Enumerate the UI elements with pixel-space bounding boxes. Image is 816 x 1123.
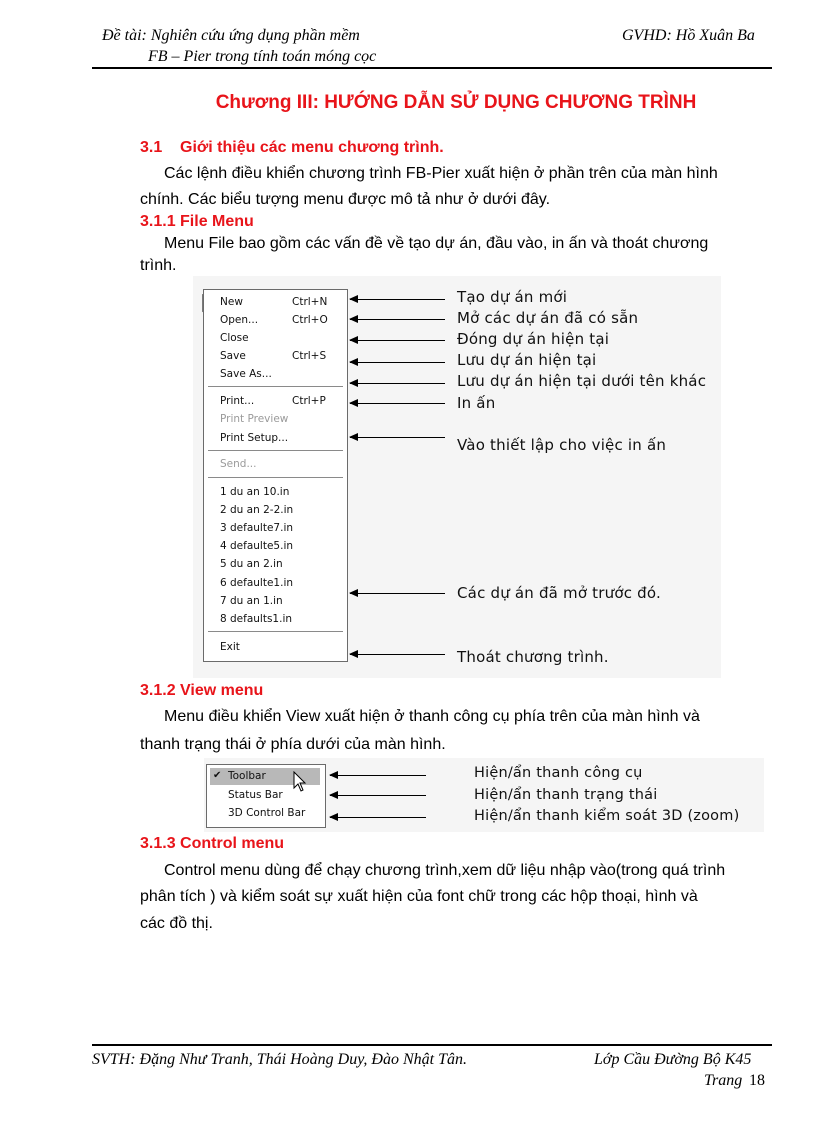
section-3-1-3-para-line1: Control menu dùng để chạy chương trình,xem dữ liệu nhập vào(trong quá trình xyxy=(164,862,726,879)
menu-item-print[interactable]: Print... xyxy=(220,395,255,407)
menu-item-open[interactable]: Open... xyxy=(220,314,259,326)
footer-authors: SVTH: Đặng Như Tranh, Thái Hoàng Duy, Đào Nhật Tân. xyxy=(92,1051,467,1068)
menu-shortcut-save: Ctrl+S xyxy=(292,350,327,362)
menu-item-toolbar[interactable]: Toolbar xyxy=(228,770,266,782)
note-3d-control-bar: Hiện/ẩn thanh kiểm soát 3D (zoom) xyxy=(474,808,740,824)
arrow-icon xyxy=(350,593,445,594)
menu-item-print-setup[interactable]: Print Setup... xyxy=(220,432,289,444)
header-advisor: GVHD: Hồ Xuân Ba xyxy=(622,27,755,44)
section-3-1-1-para-line1: Menu File bao gồm các vấn đề về tạo dự án, đầu vào, in ấn và thoát chương xyxy=(164,235,709,252)
arrow-icon xyxy=(350,299,445,300)
menu-separator xyxy=(208,450,343,451)
arrow-icon xyxy=(350,340,445,341)
menu-item-new[interactable]: New xyxy=(220,296,243,308)
menu-item-recent-8[interactable]: 8 defaults1.in xyxy=(220,613,293,625)
menu-shortcut-open: Ctrl+O xyxy=(292,314,328,326)
menu-item-close[interactable]: Close xyxy=(220,332,249,344)
footer-page-label: Trang xyxy=(704,1072,743,1089)
chapter-title: Chương III: HƯỚNG DẪN SỬ DỤNG CHƯƠNG TRÌNH xyxy=(215,92,697,113)
menu-item-recent-5[interactable]: 5 du an 2.in xyxy=(220,558,283,570)
menu-shortcut-print: Ctrl+P xyxy=(292,395,326,407)
menu-item-recent-4[interactable]: 4 defaulte5.in xyxy=(220,540,294,552)
note-new: Tạo dự án mới xyxy=(457,288,568,306)
section-3-1-3-para-line3: các đồ thị. xyxy=(140,915,213,932)
menu-separator xyxy=(208,631,343,632)
menu-item-send: Send... xyxy=(220,458,257,470)
note-close: Đóng dự án hiện tại xyxy=(457,330,610,348)
section-3-1-para-line2: chính. Các biểu tượng menu được mô tả như ở dưới đây. xyxy=(140,191,551,208)
section-3-1-number: 3.1 xyxy=(140,139,163,156)
section-3-1-1-para-line2: trình. xyxy=(140,257,177,274)
header-topic-line2: FB – Pier trong tính toán móng cọc xyxy=(148,48,377,65)
header-topic-line1: Đề tài: Nghiên cứu ứng dụng phần mềm xyxy=(102,27,360,44)
section-3-1-1-heading: 3.1.1 File Menu xyxy=(140,213,254,230)
section-3-1-2-para-line1: Menu điều khiển View xuất hiện ở thanh công cụ phía trên của màn hình và xyxy=(164,708,700,725)
note-save-as: Lưu dự án hiện tại dưới tên khác xyxy=(457,372,707,390)
arrow-icon xyxy=(330,817,426,818)
note-print: In ấn xyxy=(457,394,496,412)
note-toolbar: Hiện/ẩn thanh công cụ xyxy=(474,765,643,781)
section-3-1-3-para-line2: phân tích ) và kiểm soát sự xuất hiện của font chữ trong các hộp thoại, hình và xyxy=(140,888,698,905)
note-open: Mở các dự án đã có sẵn xyxy=(457,309,639,327)
note-recent: Các dự án đã mở trước đó. xyxy=(457,584,661,602)
note-save: Lưu dự án hiện tại xyxy=(457,351,597,369)
menu-item-save-as[interactable]: Save As... xyxy=(220,368,272,380)
menu-shortcut-new: Ctrl+N xyxy=(292,296,328,308)
section-3-1-2-heading: 3.1.2 View menu xyxy=(140,682,264,699)
footer-class: Lớp Cầu Đường Bộ K45 xyxy=(594,1051,752,1068)
menu-item-recent-2[interactable]: 2 du an 2-2.in xyxy=(220,504,294,516)
menu-item-save[interactable]: Save xyxy=(220,350,246,362)
file-menu-figure xyxy=(193,276,721,678)
menu-separator xyxy=(208,386,343,387)
menu-item-recent-3[interactable]: 3 defaulte7.in xyxy=(220,522,294,534)
menu-item-recent-1[interactable]: 1 du an 10.in xyxy=(220,486,290,498)
arrow-icon xyxy=(350,403,445,404)
note-print-setup: Vào thiết lập cho việc in ấn xyxy=(457,436,667,454)
arrow-icon xyxy=(350,437,445,438)
section-3-1-3-heading: 3.1.3 Control menu xyxy=(140,835,285,852)
arrow-icon xyxy=(350,383,445,384)
section-3-1-2-para-line2: thanh trạng thái ở phía dưới của màn hình. xyxy=(140,736,446,753)
file-menu-dropdown xyxy=(203,289,348,662)
mouse-pointer-icon xyxy=(293,771,307,793)
note-status-bar: Hiện/ẩn thanh trạng thái xyxy=(474,787,658,803)
check-icon: ✔ xyxy=(213,770,222,781)
menu-item-status-bar[interactable]: Status Bar xyxy=(228,789,283,801)
menu-item-3d-control-bar[interactable]: 3D Control Bar xyxy=(228,807,306,819)
arrow-icon xyxy=(350,319,445,320)
menu-item-print-preview: Print Preview xyxy=(220,413,289,425)
header-rule xyxy=(92,67,772,69)
arrow-icon xyxy=(330,775,426,776)
arrow-icon xyxy=(330,795,426,796)
view-menu-figure xyxy=(204,758,764,832)
footer-page-number: 18 xyxy=(749,1072,765,1089)
arrow-icon xyxy=(350,654,445,655)
menu-separator xyxy=(208,477,343,478)
menu-item-recent-6[interactable]: 6 defaulte1.in xyxy=(220,577,294,589)
note-exit: Thoát chương trình. xyxy=(457,648,609,666)
section-3-1-para-line1: Các lệnh điều khiển chương trình FB-Pier xuất hiện ở phần trên của màn hình xyxy=(164,165,718,182)
arrow-icon xyxy=(350,362,445,363)
menu-item-exit[interactable]: Exit xyxy=(220,641,240,653)
view-menu-dropdown xyxy=(206,764,326,828)
section-3-1-title: Giới thiệu các menu chương trình. xyxy=(180,139,444,156)
menu-item-recent-7[interactable]: 7 du an 1.in xyxy=(220,595,283,607)
footer-rule xyxy=(92,1044,772,1046)
